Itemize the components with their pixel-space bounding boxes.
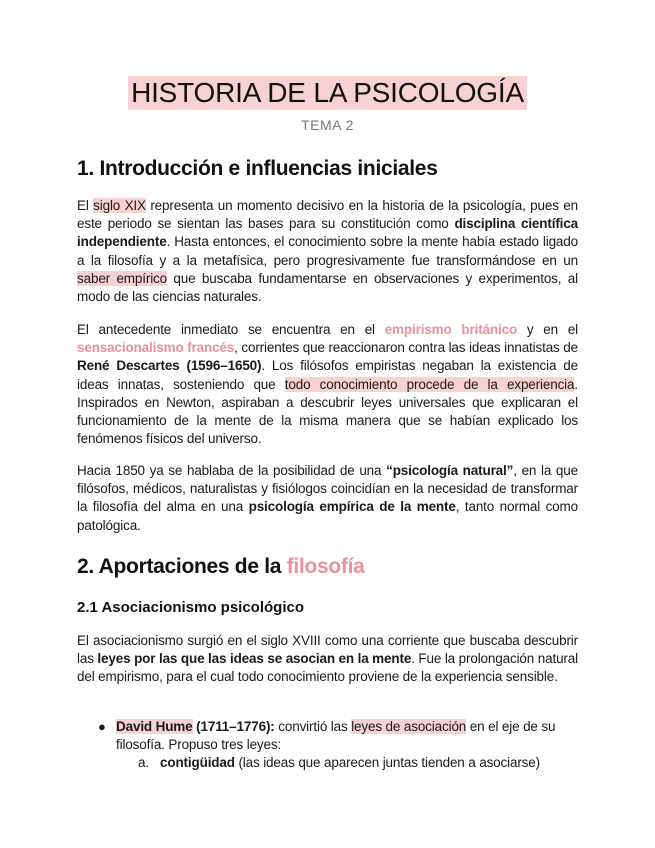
text-run: (las ideas que aparecen juntas tienden a asociarse) — [234, 755, 540, 770]
text-run: en el eje de su filosofía. Propuso tres leyes: — [116, 719, 556, 753]
section-1-paragraph-2 — [77, 321, 578, 448]
text-run: . Hasta entonces, el conocimiento sobre la mente había estado ligado a la filosofía y a la metafísica, pero progresivamente fue transformándose en un — [77, 234, 578, 268]
text-run: El antecedente inmediato se encuentra en el — [77, 322, 385, 337]
text-run: , tanto normal como patológica. — [77, 499, 578, 533]
section-1-heading: 1. Introducción e influencias iniciales — [77, 157, 438, 180]
bullet-text — [116, 718, 578, 754]
highlight-siglo-xix: siglo XIX — [93, 198, 146, 213]
bold-disciplina: disciplina científica independiente — [77, 216, 578, 250]
highlight-conocimiento: todo conocimiento procede de la experiencia — [284, 376, 575, 392]
text-run: . Los filósofos empiristas negaban la existencia de ideas innatas, sosteniendo que — [77, 358, 578, 392]
document-title: HISTORIA DE LA PSICOLOGÍA — [128, 76, 527, 110]
section-2-paragraph-1 — [77, 632, 578, 687]
bold-psicologia-empirica: psicología empírica de la mente — [248, 499, 456, 515]
text-run: , en la que filósofos, médicos, naturalistas y fisiólogos coincidían en la necesidad de transformar la filosofía del alma en una — [77, 463, 578, 515]
text-run: . Inspirados en Newton, aspiraban a descubrir leyes universales que explicaran el funcionamiento de la mente de la misma manera que se habían explicado los fenómenos físicos del universo. — [77, 376, 578, 447]
text-run: convirtió las — [274, 719, 352, 734]
subsection-2-1-heading: 2.1 Asociacionismo psicológico — [77, 599, 305, 616]
list-item-hume — [92, 718, 578, 754]
heading-text: 2. Aportaciones de la — [77, 555, 287, 578]
section-1-paragraph-1 — [77, 197, 578, 306]
text-run: El — [77, 198, 94, 213]
bold-psicologia-natural: “psicología natural” — [386, 463, 514, 478]
title-wrap — [0, 76, 655, 110]
sub-list-item-a — [138, 754, 540, 772]
text-run: representa un momento decisivo en la historia de la psicología, pues en este periodo se sientan las bases para su constitución como — [77, 198, 578, 232]
accent-sensacionalismo: sensacionalismo francés — [77, 340, 235, 356]
text-run: , corrientes que reaccionaron contra las ideas innatistas de — [234, 340, 578, 356]
section-1-paragraph-3 — [77, 462, 578, 535]
text-run: Hacia 1850 ya se hablaba de la posibilidad de una — [77, 463, 387, 478]
bold-contiguidad: contigüidad — [160, 755, 235, 770]
highlight-saber-empirico: saber empírico — [77, 270, 168, 286]
heading-accent: filosofía — [286, 555, 365, 578]
highlight-leyes-asociacion: leyes de asociación — [351, 719, 467, 734]
highlight-hume: David Hume — [116, 719, 193, 734]
section-2-heading — [77, 555, 365, 579]
bold-hume-dates: (1711–1776): — [192, 719, 275, 734]
text-run: y en el — [517, 322, 578, 337]
bullet-dot-icon: ● — [98, 719, 106, 734]
text-run: El asociacionismo surgió en el siglo XVIII como una corriente que buscaba descubrir las — [77, 633, 578, 667]
document-subtitle: TEMA 2 — [301, 117, 354, 133]
text-run: . Fue la prolongación natural del empirismo, para el cual todo conocimiento proviene de la experiencia sensible. — [77, 651, 578, 685]
bold-leyes: leyes por las que las ideas se asocian en la mente — [97, 651, 412, 667]
text-run: que buscaba fundamentarse en observaciones y experimentos, al modo de las ciencias naturales. — [77, 270, 579, 305]
sub-list-letter: a. — [138, 755, 149, 770]
accent-empirismo: empirismo británico — [384, 322, 518, 337]
bold-descartes: René Descartes (1596–1650) — [77, 358, 262, 374]
